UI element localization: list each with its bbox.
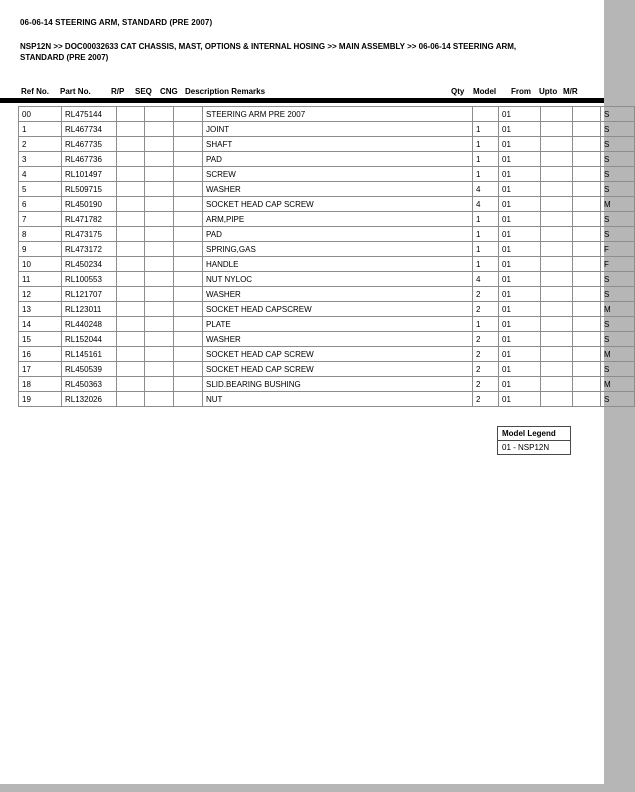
table-cell <box>145 302 174 317</box>
table-cell: RL475144 <box>62 107 117 122</box>
table-cell: M <box>601 302 635 317</box>
table-row <box>19 317 635 332</box>
table-cell: 13 <box>19 302 62 317</box>
table-cell <box>541 122 573 137</box>
table-cell <box>145 122 174 137</box>
table-cell: 2 <box>473 287 499 302</box>
table-cell: 18 <box>19 377 62 392</box>
table-cell: S <box>601 212 635 227</box>
model-legend-box <box>497 426 571 455</box>
table-cell <box>541 242 573 257</box>
table-cell: 1 <box>19 122 62 137</box>
breadcrumb <box>20 41 595 63</box>
table-cell <box>573 287 601 302</box>
table-cell <box>541 212 573 227</box>
table-cell: 4 <box>473 197 499 212</box>
table-cell: 2 <box>473 332 499 347</box>
table-cell: RL473172 <box>62 242 117 257</box>
table-cell <box>541 272 573 287</box>
table-cell: RL450190 <box>62 197 117 212</box>
table-cell <box>117 362 145 377</box>
table-cell <box>145 242 174 257</box>
header-divider-bar <box>0 98 604 103</box>
table-cell: PAD <box>203 227 473 242</box>
table-cell: RL471782 <box>62 212 117 227</box>
breadcrumb-line-1: NSP12N >> DOC00032633 CAT CHASSIS, MAST, OPTIONS & INTERNAL HOSING >> MAIN ASSEMBLY >> 06-06-14 STEERING ARM, <box>20 42 517 51</box>
table-row <box>19 227 635 242</box>
table-cell: 01 <box>499 227 541 242</box>
table-cell <box>117 392 145 407</box>
table-cell <box>117 197 145 212</box>
table-cell <box>117 242 145 257</box>
table-cell: 01 <box>499 167 541 182</box>
table-cell: SOCKET HEAD CAP SCREW <box>203 362 473 377</box>
table-cell: RL450234 <box>62 257 117 272</box>
table-row <box>19 212 635 227</box>
table-cell <box>541 362 573 377</box>
table-row <box>19 242 635 257</box>
table-cell <box>117 257 145 272</box>
column-header: R/P <box>111 87 125 96</box>
table-cell: 12 <box>19 287 62 302</box>
table-cell <box>174 272 203 287</box>
table-cell <box>145 227 174 242</box>
table-cell <box>117 332 145 347</box>
table-cell <box>174 287 203 302</box>
table-cell <box>541 287 573 302</box>
table-cell: S <box>601 182 635 197</box>
table-row <box>19 182 635 197</box>
table-cell: SLID.BEARING BUSHING <box>203 377 473 392</box>
table-cell <box>145 212 174 227</box>
table-cell: RL467736 <box>62 152 117 167</box>
table-cell <box>573 242 601 257</box>
table-cell <box>541 107 573 122</box>
table-cell <box>117 302 145 317</box>
table-cell <box>117 377 145 392</box>
table-row <box>19 332 635 347</box>
table-cell <box>117 227 145 242</box>
table-cell: S <box>601 272 635 287</box>
table-cell <box>573 212 601 227</box>
table-cell <box>541 257 573 272</box>
table-cell: RL473175 <box>62 227 117 242</box>
table-cell: 1 <box>473 137 499 152</box>
table-cell: F <box>601 257 635 272</box>
table-cell: 16 <box>19 347 62 362</box>
table-cell <box>117 287 145 302</box>
column-header: Upto <box>539 87 558 96</box>
table-cell <box>541 167 573 182</box>
table-cell <box>174 332 203 347</box>
table-cell: F <box>601 242 635 257</box>
table-cell <box>174 182 203 197</box>
table-cell: RL450539 <box>62 362 117 377</box>
table-cell <box>145 257 174 272</box>
table-cell: 01 <box>499 137 541 152</box>
table-row <box>19 377 635 392</box>
table-cell <box>145 317 174 332</box>
table-cell <box>573 302 601 317</box>
table-cell <box>573 152 601 167</box>
table-cell: RL467734 <box>62 122 117 137</box>
table-cell: 6 <box>19 197 62 212</box>
table-cell <box>573 257 601 272</box>
table-cell: 01 <box>499 257 541 272</box>
table-cell <box>117 137 145 152</box>
table-cell: 01 <box>499 392 541 407</box>
parts-table-body <box>19 107 635 407</box>
table-header-row <box>18 86 590 98</box>
table-cell <box>145 107 174 122</box>
table-cell: M <box>601 347 635 362</box>
table-cell: RL101497 <box>62 167 117 182</box>
table-cell: 1 <box>473 212 499 227</box>
table-cell: SOCKET HEAD CAP SCREW <box>203 347 473 362</box>
table-cell <box>145 287 174 302</box>
table-cell <box>117 107 145 122</box>
table-cell <box>541 392 573 407</box>
table-cell: 01 <box>499 107 541 122</box>
table-cell <box>174 242 203 257</box>
table-cell: 8 <box>19 227 62 242</box>
table-cell: JOINT <box>203 122 473 137</box>
table-cell: 17 <box>19 362 62 377</box>
table-cell <box>174 347 203 362</box>
table-cell <box>174 392 203 407</box>
table-cell: 1 <box>473 257 499 272</box>
table-cell <box>117 272 145 287</box>
table-cell: S <box>601 332 635 347</box>
table-cell <box>117 212 145 227</box>
table-cell <box>145 182 174 197</box>
table-cell: 01 <box>499 287 541 302</box>
table-row <box>19 137 635 152</box>
table-cell: PLATE <box>203 317 473 332</box>
table-row <box>19 287 635 302</box>
table-cell: 9 <box>19 242 62 257</box>
table-cell <box>145 137 174 152</box>
column-header: M/R <box>563 87 578 96</box>
table-cell <box>117 122 145 137</box>
table-row <box>19 107 635 122</box>
table-cell <box>541 137 573 152</box>
table-cell <box>541 347 573 362</box>
table-cell: 4 <box>19 167 62 182</box>
table-cell <box>145 362 174 377</box>
table-cell <box>541 377 573 392</box>
table-cell: RL450363 <box>62 377 117 392</box>
table-cell: RL100553 <box>62 272 117 287</box>
table-cell <box>145 377 174 392</box>
column-header: SEQ <box>135 87 152 96</box>
table-cell <box>174 212 203 227</box>
table-cell: 15 <box>19 332 62 347</box>
table-cell: RL467735 <box>62 137 117 152</box>
table-cell: 01 <box>499 317 541 332</box>
table-cell: 01 <box>499 347 541 362</box>
table-cell: S <box>601 167 635 182</box>
table-row <box>19 167 635 182</box>
table-cell: ARM,PIPE <box>203 212 473 227</box>
table-cell <box>174 167 203 182</box>
table-cell <box>573 392 601 407</box>
breadcrumb-line-2: STANDARD (PRE 2007) <box>20 53 109 62</box>
table-cell <box>573 332 601 347</box>
table-cell <box>541 302 573 317</box>
table-cell <box>174 362 203 377</box>
table-cell: 01 <box>499 272 541 287</box>
table-cell: RL152044 <box>62 332 117 347</box>
table-cell <box>174 107 203 122</box>
table-cell <box>145 392 174 407</box>
table-cell <box>573 122 601 137</box>
table-cell <box>174 197 203 212</box>
table-cell: 01 <box>499 122 541 137</box>
table-cell <box>174 257 203 272</box>
table-cell: 4 <box>473 182 499 197</box>
table-cell: 10 <box>19 257 62 272</box>
table-row <box>19 122 635 137</box>
table-cell <box>541 227 573 242</box>
table-cell: SHAFT <box>203 137 473 152</box>
table-cell: 01 <box>499 212 541 227</box>
table-cell <box>174 317 203 332</box>
table-cell: RL121707 <box>62 287 117 302</box>
table-cell: 1 <box>473 317 499 332</box>
table-cell: 01 <box>499 152 541 167</box>
table-cell <box>573 197 601 212</box>
table-cell: 2 <box>473 302 499 317</box>
table-cell <box>541 182 573 197</box>
table-cell <box>117 167 145 182</box>
table-cell: 01 <box>499 377 541 392</box>
table-cell: SCREW <box>203 167 473 182</box>
table-cell: S <box>601 392 635 407</box>
table-row <box>19 197 635 212</box>
table-cell: 1 <box>473 227 499 242</box>
column-header: CNG <box>160 87 178 96</box>
table-cell <box>573 227 601 242</box>
table-cell <box>573 347 601 362</box>
table-cell <box>541 317 573 332</box>
table-cell: WASHER <box>203 287 473 302</box>
table-cell: 01 <box>499 182 541 197</box>
table-cell <box>145 167 174 182</box>
table-cell: SOCKET HEAD CAPSCREW <box>203 302 473 317</box>
table-cell: 3 <box>19 152 62 167</box>
column-header: Model <box>473 87 497 96</box>
table-cell <box>573 362 601 377</box>
table-cell: RL132026 <box>62 392 117 407</box>
table-cell <box>573 377 601 392</box>
table-cell <box>174 152 203 167</box>
table-cell: M <box>601 377 635 392</box>
table-cell: NUT NYLOC <box>203 272 473 287</box>
table-cell: 19 <box>19 392 62 407</box>
table-cell: RL509715 <box>62 182 117 197</box>
table-cell: 01 <box>499 332 541 347</box>
table-cell: 01 <box>499 302 541 317</box>
table-cell <box>145 152 174 167</box>
table-cell: 2 <box>473 362 499 377</box>
table-cell: S <box>601 107 635 122</box>
table-cell: S <box>601 317 635 332</box>
column-header: From <box>511 87 531 96</box>
table-cell: S <box>601 137 635 152</box>
model-legend-entry: 01 - NSP12N <box>502 443 550 452</box>
table-cell <box>145 332 174 347</box>
table-cell: 1 <box>473 122 499 137</box>
table-row <box>19 302 635 317</box>
table-cell: HANDLE <box>203 257 473 272</box>
table-cell: 00 <box>19 107 62 122</box>
column-header: Ref No. <box>21 87 49 96</box>
table-cell <box>573 317 601 332</box>
table-cell <box>174 122 203 137</box>
table-cell: RL123011 <box>62 302 117 317</box>
table-cell <box>117 182 145 197</box>
page-title: 06-06-14 STEERING ARM, STANDARD (PRE 2007) <box>20 18 213 27</box>
table-row <box>19 362 635 377</box>
table-cell <box>573 137 601 152</box>
table-cell <box>145 272 174 287</box>
table-cell: 4 <box>473 272 499 287</box>
table-row <box>19 392 635 407</box>
table-cell <box>145 197 174 212</box>
table-cell <box>573 167 601 182</box>
table-cell <box>174 137 203 152</box>
table-cell: 5 <box>19 182 62 197</box>
table-cell: RL145161 <box>62 347 117 362</box>
parts-table <box>18 106 635 407</box>
table-cell: 7 <box>19 212 62 227</box>
table-row <box>19 152 635 167</box>
table-cell <box>541 152 573 167</box>
table-cell: M <box>601 197 635 212</box>
table-cell <box>145 347 174 362</box>
table-cell: NUT <box>203 392 473 407</box>
table-cell: S <box>601 287 635 302</box>
table-cell <box>117 152 145 167</box>
table-cell <box>473 107 499 122</box>
table-cell: 2 <box>473 377 499 392</box>
table-cell <box>174 302 203 317</box>
table-cell: SPRING,GAS <box>203 242 473 257</box>
table-cell: 11 <box>19 272 62 287</box>
table-cell: 2 <box>19 137 62 152</box>
table-row <box>19 347 635 362</box>
table-cell <box>573 272 601 287</box>
table-cell <box>117 317 145 332</box>
table-cell: 01 <box>499 197 541 212</box>
table-cell <box>541 332 573 347</box>
table-cell: S <box>601 362 635 377</box>
table-cell <box>117 347 145 362</box>
table-cell: 1 <box>473 242 499 257</box>
table-cell <box>573 107 601 122</box>
table-row <box>19 257 635 272</box>
column-header: Description Remarks <box>185 87 266 96</box>
table-cell <box>174 377 203 392</box>
table-cell: WASHER <box>203 332 473 347</box>
table-cell: PAD <box>203 152 473 167</box>
table-cell: STEERING ARM PRE 2007 <box>203 107 473 122</box>
table-cell: 14 <box>19 317 62 332</box>
column-header: Qty <box>451 87 465 96</box>
model-legend-title: Model Legend <box>498 427 570 441</box>
table-cell: 2 <box>473 347 499 362</box>
table-cell: 01 <box>499 362 541 377</box>
table-cell: SOCKET HEAD CAP SCREW <box>203 197 473 212</box>
table-cell: 1 <box>473 152 499 167</box>
table-cell: 2 <box>473 392 499 407</box>
table-cell: RL440248 <box>62 317 117 332</box>
table-cell <box>174 227 203 242</box>
table-cell: S <box>601 152 635 167</box>
table-row <box>19 272 635 287</box>
table-cell: 1 <box>473 167 499 182</box>
table-cell: WASHER <box>203 182 473 197</box>
table-cell: 01 <box>499 242 541 257</box>
column-header: Part No. <box>60 87 91 96</box>
table-cell <box>573 182 601 197</box>
table-cell: S <box>601 227 635 242</box>
table-cell: S <box>601 122 635 137</box>
table-cell <box>541 197 573 212</box>
